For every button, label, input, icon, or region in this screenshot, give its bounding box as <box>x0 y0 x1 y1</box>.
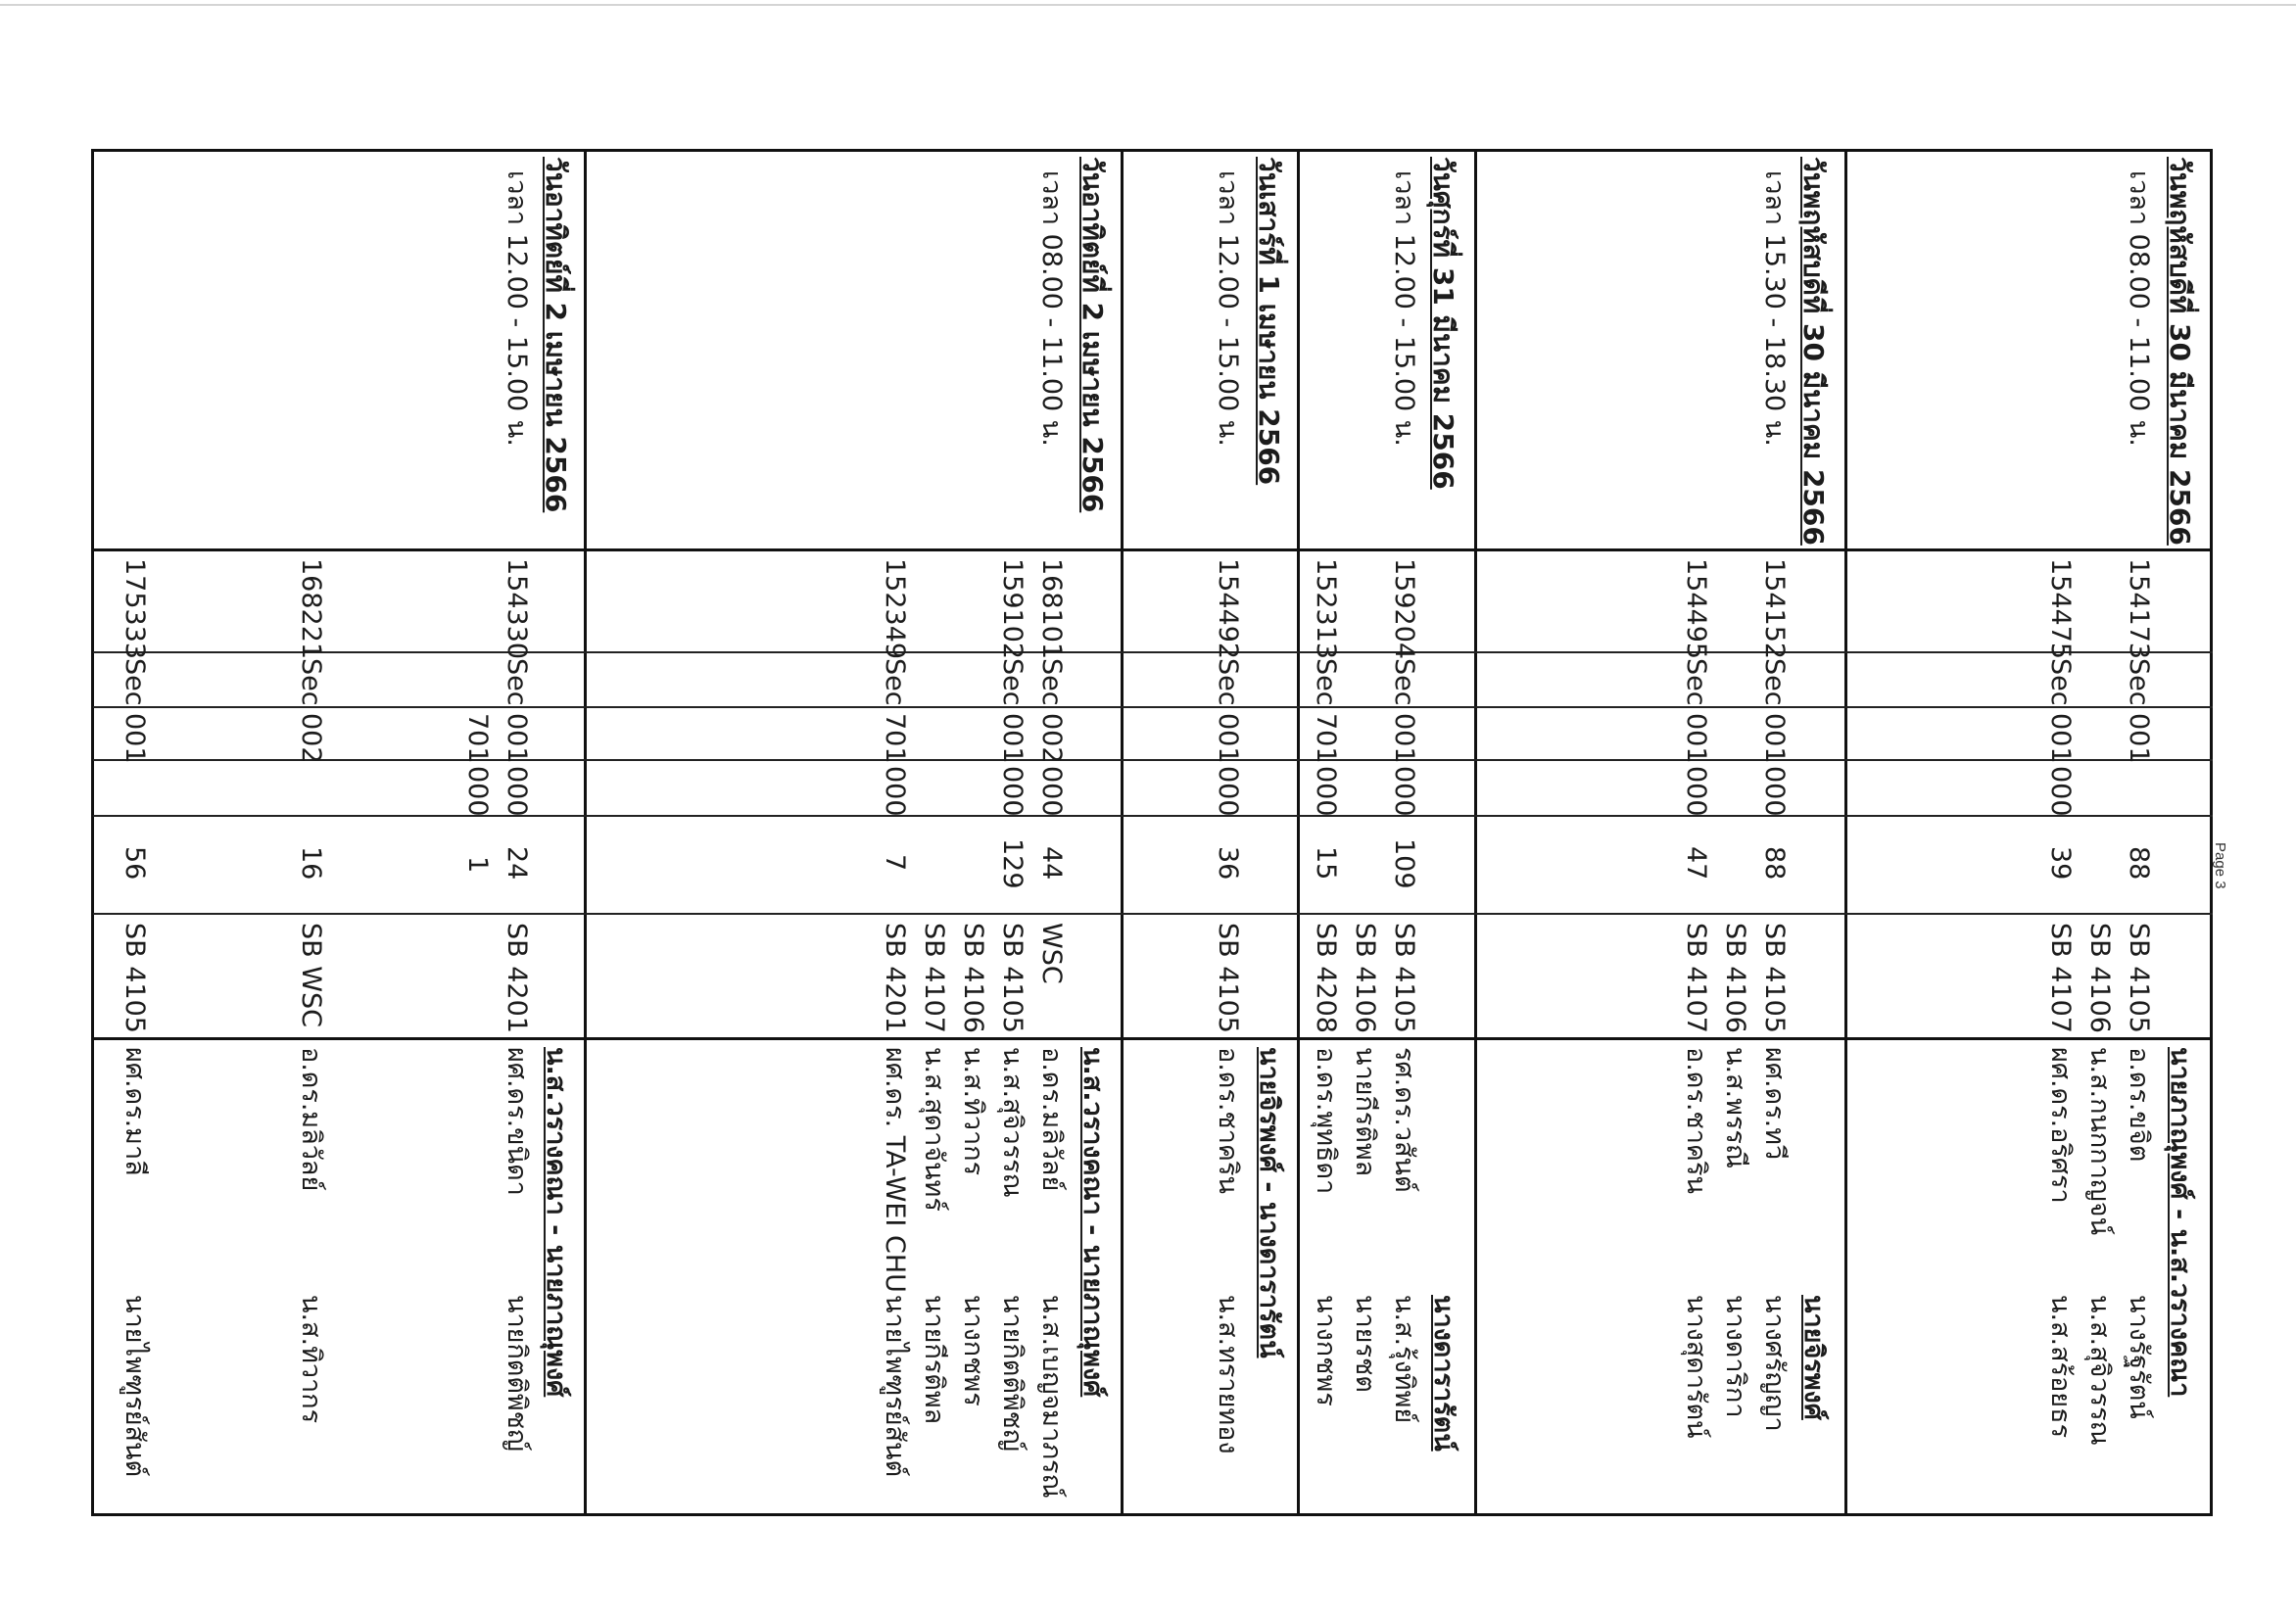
exam-room: SB 4105 <box>2124 923 2154 1033</box>
section-number: 001 <box>1389 713 1419 764</box>
proctor-secondary: นางกชพร <box>1311 1295 1341 1406</box>
exam-room: SB 4107 <box>1681 923 1711 1033</box>
course-code: 154492 <box>1213 558 1243 660</box>
proctor-primary: อ.ดร.ขจิต <box>2124 1047 2154 1163</box>
section-sub: 000 <box>1213 766 1243 817</box>
section-sub: 000 <box>1759 766 1790 817</box>
column-divider <box>93 1037 2213 1040</box>
exam-room: SB 4105 <box>1389 923 1419 1033</box>
proctor-secondary: นายกิตติพิชญ์ <box>997 1295 1028 1452</box>
student-count: 24 <box>502 846 532 881</box>
exam-day-heading: วันอาทิตย์ที่ 2 เมษายน 2566 <box>540 157 572 513</box>
column-divider <box>93 913 2213 915</box>
proctor-secondary: นายกิตติพิชญ์ <box>502 1295 532 1452</box>
proctor-primary: อ.ดร.ชาคริน <box>1681 1047 1711 1194</box>
section-label: Sec <box>1681 658 1711 706</box>
supervisor-names: นางดารารัตน์ <box>1428 1295 1459 1452</box>
section-number: 001 <box>502 713 532 764</box>
exam-day-heading: วันพฤหัสบดีที่ 30 มีนาคม 2566 <box>2164 157 2196 546</box>
proctor-secondary: น.ส.สร้อยธร <box>2045 1295 2076 1439</box>
section-label: Sec <box>1311 658 1341 706</box>
proctor-secondary: นายไพฑูรย์สันต์ <box>120 1295 150 1478</box>
proctor-primary: น.ส.กนกกาญจน์ <box>2084 1047 2115 1236</box>
section-label: Sec <box>1759 658 1790 706</box>
exam-room: SB 4107 <box>919 923 949 1033</box>
supervisor-names: นายภาณุพงศ์ - น.ส.วรางคณา <box>2165 1047 2195 1398</box>
exam-room: WSC <box>1036 923 1067 984</box>
section-number: 002 <box>1036 713 1067 764</box>
block-divider <box>1474 149 1477 1514</box>
course-code: 168221 <box>296 558 326 660</box>
exam-time: เวลา 08.00 - 11.00 น. <box>2124 170 2154 447</box>
proctor-secondary: นางศรัญญา <box>1759 1295 1790 1432</box>
exam-room: SB 4106 <box>958 923 988 1033</box>
section-label: Sec <box>880 658 910 706</box>
section-sub: 000 <box>502 766 532 817</box>
student-count: 16 <box>296 846 326 881</box>
proctor-secondary: นางกชพร <box>958 1295 988 1406</box>
exam-room: SB WSC <box>296 923 326 1027</box>
exam-day-heading: วันเสาร์ที่ 1 เมษายน 2566 <box>1253 157 1285 486</box>
section-number: 002 <box>296 713 326 764</box>
exam-room: SB 4106 <box>1720 923 1750 1033</box>
student-count: 44 <box>1036 846 1067 881</box>
exam-day-heading: วันพฤหัสบดีที่ 30 มีนาคม 2566 <box>1797 157 1830 546</box>
column-divider <box>93 706 2213 708</box>
section-label: Sec <box>120 658 150 706</box>
student-count: 36 <box>1213 846 1243 881</box>
exam-room: SB 4105 <box>1213 923 1243 1033</box>
student-count: 88 <box>1759 846 1790 881</box>
supervisor-names: น.ส.วรางคณา - นายภาณุพงศ์ <box>1077 1047 1108 1398</box>
proctor-primary: น.ส.สุจิวรรณ <box>997 1047 1028 1198</box>
section-number: 001 <box>120 713 150 764</box>
column-divider <box>93 759 2213 761</box>
exam-time: เวลา 12.00 - 15.00 น. <box>502 170 532 447</box>
student-count: 88 <box>2124 846 2154 881</box>
course-code: 154475 <box>2045 558 2076 660</box>
proctor-primary: ผศ.ดร. TA-WEI CHU <box>880 1047 910 1293</box>
block-divider <box>1121 149 1124 1514</box>
section-sub: 000 <box>880 766 910 817</box>
student-count: 56 <box>120 846 150 881</box>
proctor-primary: น.ส.พรรณี <box>1720 1047 1750 1168</box>
section-label: Sec <box>1036 658 1067 706</box>
proctor-primary: อ.ดร.ชาคริน <box>1213 1047 1243 1194</box>
exam-time: เวลา 08.00 - 11.00 น. <box>1036 170 1067 447</box>
course-code: 159102 <box>997 558 1028 660</box>
course-code: 168101 <box>1036 558 1067 660</box>
proctor-secondary: นางรัฐรัตน์ <box>2124 1295 2154 1419</box>
section-number: 701 <box>462 713 493 764</box>
exam-day-heading: วันอาทิตย์ที่ 2 เมษายน 2566 <box>1076 157 1109 513</box>
top-border-line <box>0 4 2296 6</box>
proctor-secondary: น.ส.ทิวากร <box>296 1295 326 1424</box>
column-divider <box>93 651 2213 653</box>
section-sub: 000 <box>1036 766 1067 817</box>
section-label: Sec <box>2045 658 2076 706</box>
proctor-primary: ผศ.ดร.ขนิดา <box>502 1047 532 1196</box>
course-code: 154173 <box>2124 558 2154 660</box>
proctor-secondary: นางดาริกา <box>1720 1295 1750 1418</box>
section-label: Sec <box>997 658 1028 706</box>
block-divider <box>1844 149 1847 1514</box>
course-code: 154495 <box>1681 558 1711 660</box>
section-label: Sec <box>1213 658 1243 706</box>
section-label: Sec <box>1389 658 1419 706</box>
block-divider <box>1297 149 1300 1514</box>
proctor-secondary: น.ส.เบญจมาภรณ์ <box>1036 1295 1067 1499</box>
section-label: Sec <box>2124 658 2154 706</box>
proctor-secondary: นางสุดารัตน์ <box>1681 1295 1711 1439</box>
supervisor-names: น.ส.วรางคณา - นายภาณุพงศ์ <box>541 1047 571 1398</box>
student-count: 109 <box>1389 838 1419 889</box>
supervisor-names: นายจิรพงศ์ - นางดารารัตน์ <box>1254 1047 1284 1358</box>
section-number: 701 <box>880 713 910 764</box>
proctor-primary: รศ.ดร.วสันต์ <box>1389 1047 1419 1193</box>
section-sub: 000 <box>462 766 493 817</box>
section-label: Sec <box>502 658 532 706</box>
table-frame <box>91 149 2213 1516</box>
exam-room: SB 4106 <box>2084 923 2115 1033</box>
exam-room: SB 4105 <box>1759 923 1790 1033</box>
exam-time: เวลา 12.00 - 15.00 น. <box>1389 170 1419 447</box>
student-count: 129 <box>997 838 1028 889</box>
section-sub: 000 <box>1681 766 1711 817</box>
exam-time: เวลา 15.30 - 18.30 น. <box>1759 170 1790 447</box>
course-code: 154330 <box>502 558 532 660</box>
proctor-primary: อ.ดร.พุทธิดา <box>1311 1047 1341 1195</box>
student-count: 1 <box>462 856 493 874</box>
section-number: 001 <box>1759 713 1790 764</box>
student-count: 39 <box>2045 846 2076 881</box>
section-sub: 000 <box>2045 766 2076 817</box>
proctor-secondary: น.ส.รุ้งทิพย์ <box>1389 1295 1419 1424</box>
exam-room: SB 4208 <box>1311 923 1341 1033</box>
section-sub: 000 <box>1311 766 1341 817</box>
exam-room: SB 4105 <box>997 923 1028 1033</box>
proctor-primary: อ.ดร.มลิวัลย์ <box>296 1047 326 1192</box>
exam-room: SB 4107 <box>2045 923 2076 1033</box>
exam-room: SB 4106 <box>1350 923 1380 1033</box>
column-divider <box>93 815 2213 817</box>
exam-time: เวลา 12.00 - 15.00 น. <box>1213 170 1243 447</box>
proctor-secondary: น.ส.ทรายทอง <box>1213 1295 1243 1454</box>
section-number: 001 <box>1213 713 1243 764</box>
exam-room: SB 4201 <box>502 923 532 1033</box>
exam-room: SB 4105 <box>120 923 150 1033</box>
proctor-primary: น.ส.สุดาจันทร์ <box>919 1047 949 1212</box>
proctor-primary: ผศ.ดร.อริศรา <box>2045 1047 2076 1204</box>
exam-schedule-table <box>93 149 2213 1514</box>
course-code: 152349 <box>880 558 910 660</box>
exam-room: SB 4201 <box>880 923 910 1033</box>
student-count: 47 <box>1681 846 1711 881</box>
section-sub: 000 <box>1389 766 1419 817</box>
proctor-secondary: นายรชต <box>1350 1295 1380 1393</box>
supervisor-names: นายจิรพงศ์ <box>1798 1295 1829 1420</box>
proctor-primary: น.ส.ทิวากร <box>958 1047 988 1176</box>
course-code: 154152 <box>1759 558 1790 660</box>
proctor-primary: ผศ.ดร.ทวี <box>1759 1047 1790 1161</box>
page-label: Page 3 <box>2212 842 2228 889</box>
section-number: 001 <box>2045 713 2076 764</box>
student-count: 15 <box>1311 846 1341 881</box>
proctor-secondary: นายกีรติพล <box>919 1295 949 1425</box>
course-code: 152313 <box>1311 558 1341 660</box>
proctor-secondary: น.ส.สุจิวรรณ <box>2084 1295 2115 1446</box>
course-code: 159204 <box>1389 558 1419 660</box>
student-count: 7 <box>880 854 910 872</box>
section-number: 701 <box>1311 713 1341 764</box>
section-number: 001 <box>2124 713 2154 764</box>
section-number: 001 <box>1681 713 1711 764</box>
section-number: 001 <box>997 713 1028 764</box>
proctor-primary: ผศ.ดร.มาลี <box>120 1047 150 1176</box>
proctor-secondary: นายไพฑูรย์สันต์ <box>880 1295 910 1478</box>
proctor-primary: นายกีรติพล <box>1350 1047 1380 1177</box>
course-code: 175333 <box>120 558 150 660</box>
section-label: Sec <box>296 658 326 706</box>
proctor-primary: อ.ดร.มลิวัลย์ <box>1036 1047 1067 1192</box>
block-divider <box>584 149 587 1514</box>
exam-day-heading: วันศุกร์ที่ 31 มีนาคม 2566 <box>1427 157 1459 490</box>
column-divider <box>93 548 2213 551</box>
section-sub: 000 <box>997 766 1028 817</box>
